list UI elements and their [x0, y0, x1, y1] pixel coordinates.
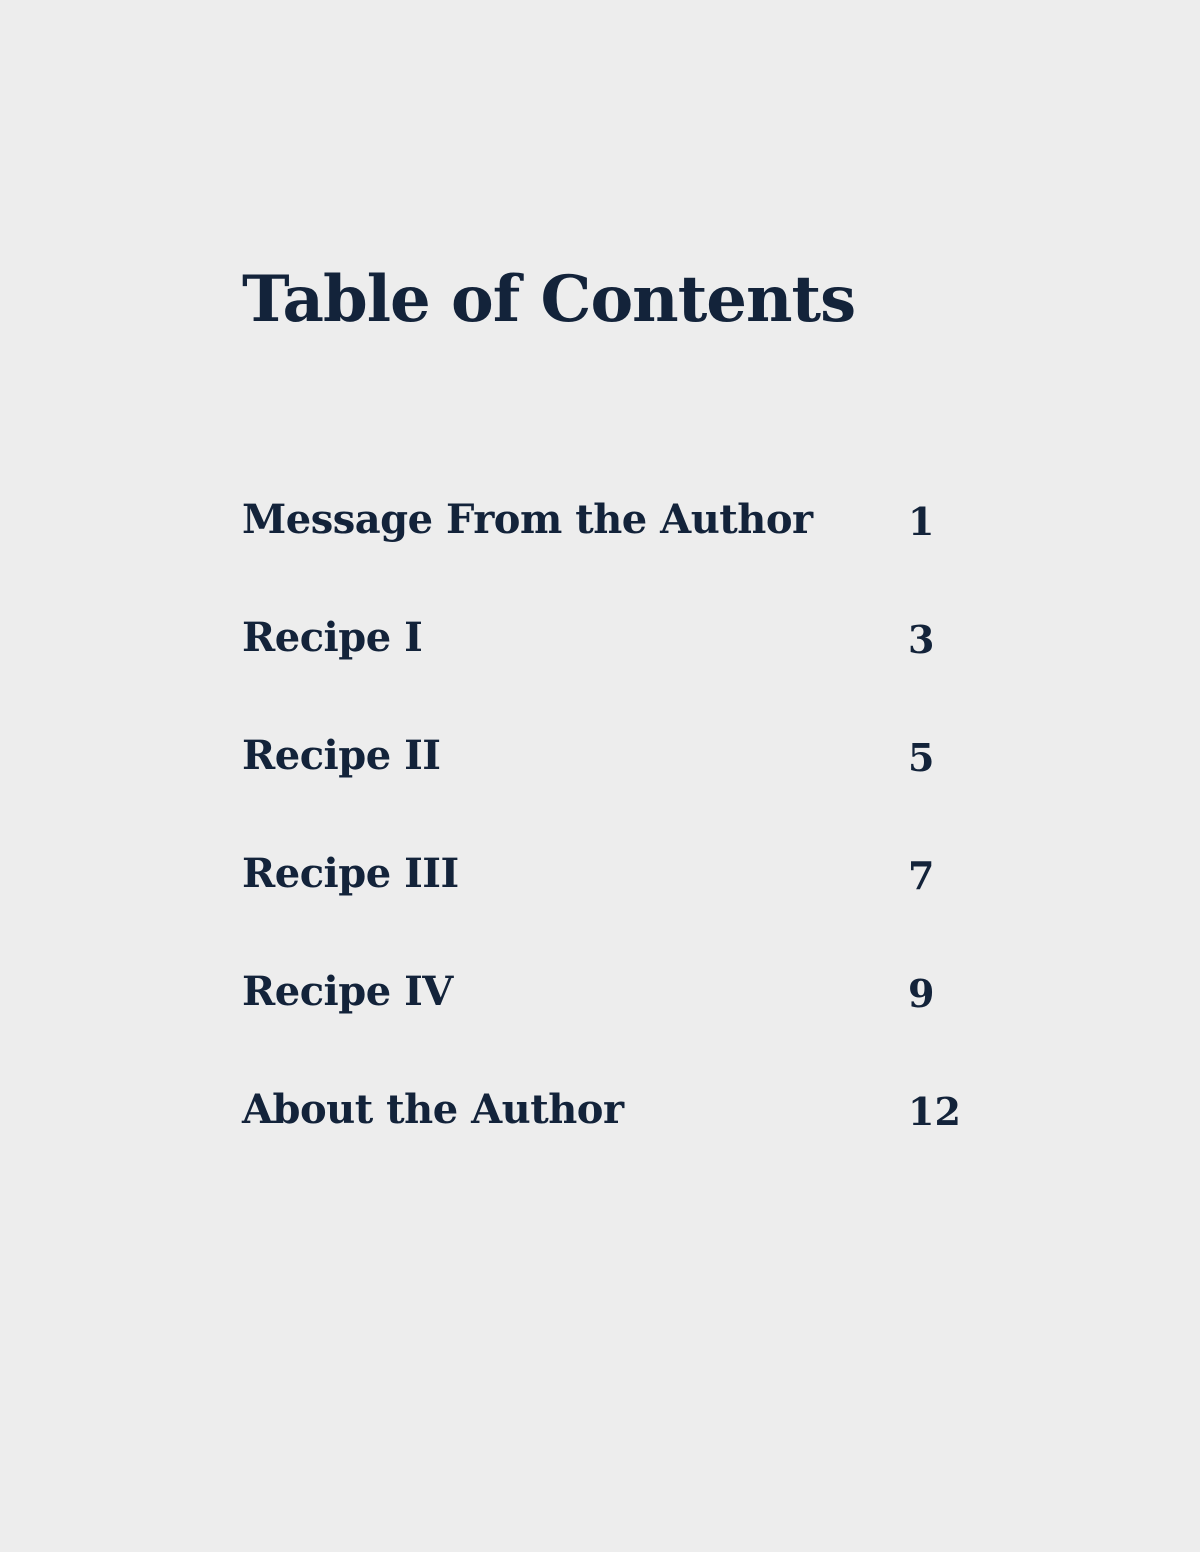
- toc-entry-label: Recipe III: [242, 850, 459, 897]
- toc-entry[interactable]: [242, 610, 962, 728]
- toc-entry-page-number: 7: [908, 853, 935, 898]
- toc-entry-label: Recipe II: [242, 732, 441, 779]
- toc-entry[interactable]: [242, 964, 962, 1082]
- toc-entry-page-number: 1: [908, 499, 935, 544]
- toc-entry[interactable]: [242, 492, 962, 610]
- toc-entry-label: Message From the Author: [242, 496, 813, 543]
- toc-entry-label: Recipe IV: [242, 968, 453, 1015]
- toc-entry-page-number: 5: [908, 735, 935, 780]
- toc-entry-label: Recipe I: [242, 614, 423, 661]
- toc-entry-page-number: 9: [908, 971, 935, 1016]
- toc-entry[interactable]: [242, 1082, 962, 1200]
- toc-entry-label: About the Author: [242, 1086, 624, 1133]
- toc-entry[interactable]: [242, 846, 962, 964]
- toc-entry-page-number: 3: [908, 617, 935, 662]
- toc-entry-page-number: 12: [908, 1089, 961, 1134]
- toc-entry[interactable]: [242, 728, 962, 846]
- page-title: Table of Contents: [242, 262, 856, 337]
- toc-list: [242, 492, 962, 1200]
